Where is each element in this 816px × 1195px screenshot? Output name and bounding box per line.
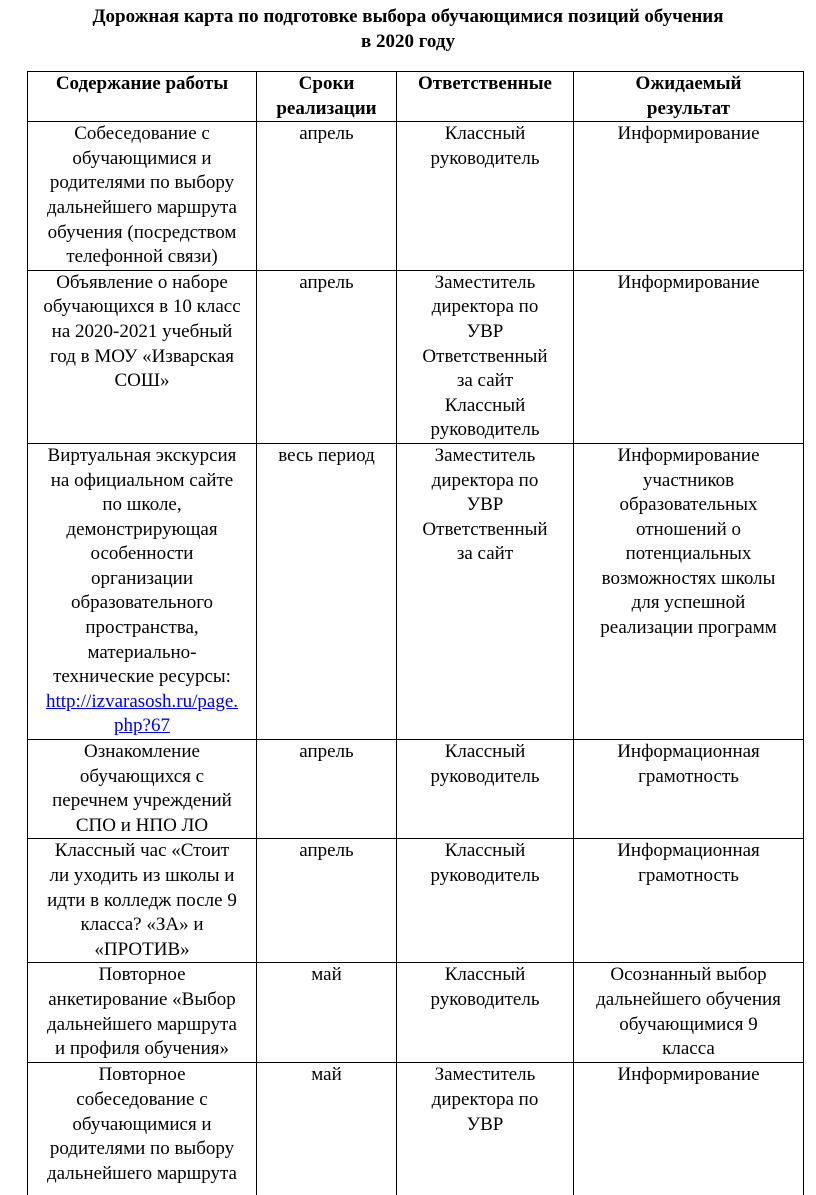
header-responsible-line: Ответственные — [418, 73, 552, 94]
cell-result — [574, 270, 804, 443]
cell-period-line: апрель — [299, 741, 354, 763]
cell-result-line: грамотность — [638, 865, 739, 886]
table-row — [28, 122, 804, 271]
cell-content-line: обучающихся в 10 класс — [43, 296, 241, 318]
cell-content-line: материально- — [87, 641, 197, 663]
cell-period — [257, 963, 397, 1063]
cell-responsible-line: Заместитель — [434, 444, 536, 466]
cell-content — [28, 270, 257, 443]
cell-content-line: технические ресурсы: — [53, 666, 231, 688]
cell-responsible-line: руководитель — [430, 147, 540, 169]
cell-content-line: Собеседование с — [74, 123, 210, 145]
cell-period — [257, 839, 397, 963]
cell-content-line: собеседование с — [76, 1089, 208, 1110]
cell-content-line: обучения (посредством — [47, 221, 237, 243]
cell-content — [28, 963, 257, 1063]
cell-responsible-line: руководитель — [430, 865, 540, 886]
cell-content-line: идти в колледж после 9 — [47, 889, 237, 911]
cell-result-line: для успешной — [631, 592, 746, 614]
document-title — [0, 4, 816, 54]
header-content — [28, 72, 257, 122]
cell-responsible-line: Ответственный — [422, 345, 548, 367]
cell-period-line: май — [311, 1064, 342, 1086]
cell-responsible-line: директора по — [431, 469, 539, 491]
cell-responsible-line: руководитель — [430, 419, 540, 441]
header-responsible — [397, 72, 574, 122]
cell-result-line: реализации программ — [600, 617, 777, 639]
cell-content-line: телефонной связи) — [66, 246, 218, 268]
cell-responsible — [397, 740, 574, 839]
table-row — [28, 839, 804, 963]
cell-content-line: обучающимися и — [72, 1113, 212, 1135]
cell-content-line: на официальном сайте — [50, 469, 234, 491]
header-result — [574, 72, 804, 122]
cell-result-line: участников — [642, 469, 735, 491]
cell-period-line: май — [311, 964, 342, 986]
cell-content-line: пространства, — [85, 617, 199, 639]
cell-content — [28, 1063, 257, 1195]
cell-responsible-line: директора по — [431, 296, 539, 318]
cell-result — [574, 839, 804, 963]
cell-responsible-line: УВР — [466, 320, 504, 342]
header-result-line: результат — [646, 97, 731, 119]
cell-responsible-line: Классный — [444, 123, 526, 145]
cell-result-line: класса — [662, 1038, 715, 1060]
cell-result-line: Информирование — [617, 1064, 760, 1086]
cell-result-line: Информационная — [617, 741, 760, 763]
cell-result-line: возможностях школы — [601, 567, 776, 589]
cell-responsible-line: директора по — [431, 1089, 539, 1110]
cell-content-line: год в МОУ «Изварская — [49, 345, 235, 367]
cell-responsible — [397, 122, 574, 271]
cell-content-line: ли уходить из школы и — [49, 865, 235, 886]
cell-result-line: обучающимися 9 — [619, 1013, 758, 1035]
cell-content-line: класса? «ЗА» и — [80, 914, 204, 936]
cell-content-line: на 2020-2021 учебный — [51, 320, 233, 342]
cell-result-line: Информирование — [617, 123, 760, 145]
cell-responsible — [397, 443, 574, 739]
table-row — [28, 443, 804, 739]
cell-content-line: Повторное — [98, 1064, 186, 1086]
cell-result — [574, 1063, 804, 1195]
header-result-line: Ожидаемый — [635, 73, 742, 94]
cell-responsible — [397, 1063, 574, 1195]
cell-content — [28, 122, 257, 271]
cell-result — [574, 740, 804, 839]
cell-content-line: Виртуальная экскурсия — [47, 444, 237, 466]
cell-responsible-line: Ответственный — [422, 518, 548, 540]
table-row — [28, 740, 804, 839]
cell-content-line: СОШ» — [114, 370, 170, 392]
cell-content-line: особенности — [90, 543, 194, 565]
cell-period-line: апрель — [299, 840, 354, 862]
cell-content — [28, 839, 257, 963]
cell-responsible-line: Заместитель — [434, 271, 536, 293]
cell-content-line: перечнем учреждений — [52, 790, 232, 812]
cell-content-line: «ПРОТИВ» — [94, 938, 190, 960]
title-line-1: Дорожная карта по подготовке выбора обучающимися позиций обучения — [92, 6, 724, 27]
cell-content-line: родителями по выбору — [49, 1138, 235, 1160]
cell-result-line: Информационная — [617, 840, 760, 862]
cell-result-line: Осознанный выбор — [610, 964, 767, 986]
cell-content-line: анкетирование «Выбор — [48, 989, 236, 1010]
cell-period-line: апрель — [299, 123, 354, 145]
cell-content — [28, 443, 257, 739]
cell-responsible-line: руководитель — [430, 765, 540, 787]
header-period-line: Сроки — [298, 73, 355, 94]
table-row — [28, 963, 804, 1063]
cell-result — [574, 443, 804, 739]
resource-link-line: php?67 — [114, 715, 170, 737]
cell-responsible-line: Классный — [444, 840, 526, 862]
cell-content-line: обучающимися и — [72, 147, 212, 169]
table-body — [28, 122, 804, 1195]
cell-content-line: СПО и НПО ЛО — [75, 814, 209, 836]
cell-content-line: Классный час «Стоит — [54, 840, 230, 862]
cell-content-line: дальнейшего маршрута — [47, 1013, 237, 1035]
cell-content-line: дальнейшего маршрута — [47, 196, 237, 218]
cell-period — [257, 122, 397, 271]
table-row — [28, 1063, 804, 1195]
resource-link-line: http://izvarasosh.ru/page. — [45, 690, 239, 712]
cell-content-line: по школе, — [102, 494, 182, 516]
cell-period — [257, 270, 397, 443]
table-row — [28, 270, 804, 443]
cell-content-line: обучающихся с — [79, 765, 205, 787]
cell-content-line: образовательного — [70, 592, 214, 614]
resource-link[interactable] — [31, 690, 253, 739]
cell-responsible-line: Классный — [444, 964, 526, 986]
cell-period — [257, 1063, 397, 1195]
cell-content-line: дальнейшего маршрута — [47, 1162, 237, 1184]
cell-result — [574, 122, 804, 271]
cell-responsible-line: Классный — [444, 394, 526, 416]
cell-result-line: образовательных — [619, 494, 758, 516]
cell-result-line: дальнейшего обучения — [596, 989, 781, 1010]
cell-content-line: организации — [90, 567, 193, 589]
cell-result — [574, 963, 804, 1063]
cell-content-line: и профиля обучения» — [54, 1038, 230, 1060]
cell-responsible-line: руководитель — [430, 989, 540, 1010]
cell-result-line: грамотность — [638, 765, 739, 787]
cell-period — [257, 740, 397, 839]
cell-content-line: Повторное — [98, 964, 186, 986]
cell-content-line: Объявление о наборе — [56, 271, 228, 293]
cell-content-line: родителями по выбору — [49, 172, 235, 194]
cell-responsible-line: УВР — [466, 1113, 504, 1135]
cell-responsible-line: УВР — [466, 494, 504, 516]
cell-result-line: Информирование — [617, 444, 760, 466]
cell-content-line: демонстрирующая — [66, 518, 218, 540]
cell-responsible — [397, 270, 574, 443]
header-content-line: Содержание работы — [55, 73, 229, 94]
header-period — [257, 72, 397, 122]
cell-responsible-line: за сайт — [456, 370, 514, 392]
cell-content-line: Ознакомление — [84, 741, 200, 763]
cell-responsible — [397, 839, 574, 963]
cell-result-line: Информирование — [617, 271, 760, 293]
cell-content — [28, 740, 257, 839]
cell-result-line: отношений о — [635, 518, 742, 540]
cell-period-line: апрель — [299, 271, 354, 293]
header-period-line: реализации — [276, 97, 377, 119]
cell-period-line: весь период — [278, 444, 375, 466]
cell-result-line: потенциальных — [625, 543, 752, 565]
cell-responsible-line: Классный — [444, 741, 526, 763]
table-header-row — [28, 72, 804, 122]
title-line-2: в 2020 году — [361, 31, 455, 52]
cell-responsible-line: за сайт — [456, 543, 514, 565]
cell-period — [257, 443, 397, 739]
cell-responsible-line: Заместитель — [434, 1064, 536, 1086]
roadmap-table — [27, 71, 804, 1195]
cell-responsible — [397, 963, 574, 1063]
